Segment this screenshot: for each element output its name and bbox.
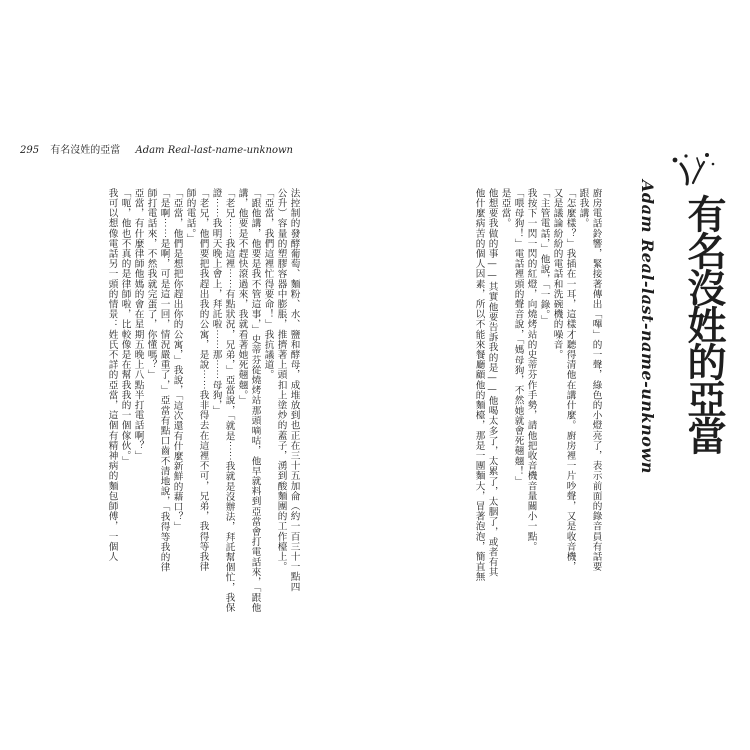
text-column: 「是啊⋯⋯是啊，可是這一回，情況嚴重了，」亞當有點口齒不清地說，「我得等我的律 (158, 188, 170, 573)
text-column: 他想要我做的事——其實他要告訴我的是——他喝太多了，太累了，太胭了，或者有其 (486, 188, 498, 578)
text-column: 「喂母狗！」電話裡頭的聲音說，「媽母狗，不然她就會死翹翹！」 (512, 188, 524, 487)
text-column: 是亞當。 (499, 188, 511, 229)
text-column: 師的電話。」 (184, 188, 196, 244)
text-column: 法控制的發酵葡萄、麵粉、水、鹽和酵母，成堆放到也正在三十五加侖（約一百三十一點四 (288, 188, 300, 592)
text-column: 又是議論紛紛的電話和洗碗機的噪音。 (551, 188, 563, 360)
text-column: 證⋯⋯我明天晚上會上，拜託啦⋯⋯那⋯⋯母狗，」 (210, 188, 222, 416)
running-book-title: 有名沒姓的亞當 (50, 145, 121, 156)
text-column: 廚房電話鈴響，緊接著傳出「嗶」的一聲，綠色的小燈亮了，表示前面的錄音員有話要 (590, 188, 602, 572)
running-header (20, 141, 293, 156)
text-column: 「亞當，他們是想把你趕出你的公寓，」我說，「這次還有什麼新鮮的藉口？」 (171, 188, 183, 532)
chapter-english-title: Adam Real-last-name-unknown (638, 180, 657, 474)
running-english-title: Adam Real-last-name-unknown (135, 145, 293, 156)
text-column: 我可以想像電話另一頭的情景：姓氏不詳的亞當，這個有精神病的麵包師傅，一個人 (106, 188, 118, 562)
text-column: 「老兄，他們要把我趕出我的公寓，是說⋯⋯我非得去在這裡不可，兄弟，我得等我律 (197, 188, 209, 572)
text-column: 跟我講。 (577, 188, 589, 229)
text-column: 「老兄⋯⋯我這裡⋯⋯有點狀況，兄弟，」亞當說，「就是⋯⋯我就是沒辦法，拜託幫個忙，我保 (223, 188, 235, 613)
text-column: 公升）容量的塑膠容器中膨脹，推擠著上頭扣上塗炒的蓋子，湧到酸麵團的工作檯上。 (275, 188, 287, 572)
text-column: 師打電話來，不然我就完蛋了，你懂嗎？」 (145, 188, 157, 380)
page-number: 295 (20, 145, 40, 156)
text-column: 他什麼病苦的個人因素，所以不能來餐廳顧他的麵檯，那是一團麵大，冒著泡泡，簡直無 (473, 188, 485, 582)
text-column: 「主管電話，」他說，「一錄。」 (538, 188, 550, 326)
text-column: 亞當，有什麼律師他媽的會在星期五晚上八點半打電話啊？」 (132, 188, 144, 461)
text-column: 「亞當，我們這裡忙得要命！」我抗議道。 (262, 188, 274, 380)
text-column: 講，他要是不趕快滾過來，我就看著她死翹翹。」 (236, 188, 248, 406)
chapter-title: 有名沒姓的亞當 (681, 194, 727, 453)
text-column: 我按下一閃一閃的紅燈，向燒烤站的史蒂芬作手勢，請他把收音機音量關小一點。 (525, 188, 537, 552)
text-column: 「呃，他也不真的是律師啦，比較像是在幫我我的一個傢伙。」 (119, 188, 131, 466)
text-column: 「怎麼樣？」我插在一耳，這樣才聽得清他在講什麼。廚房裡一片吵聲，又是收音機， (564, 188, 576, 572)
ink-splash-ornament (667, 150, 719, 186)
text-column: 「跟他講，他要是我不管這事，」史蒂芬從燒烤站那頭嘀咕，他早就料到亞當會打電話來，「跟他 (249, 188, 261, 613)
